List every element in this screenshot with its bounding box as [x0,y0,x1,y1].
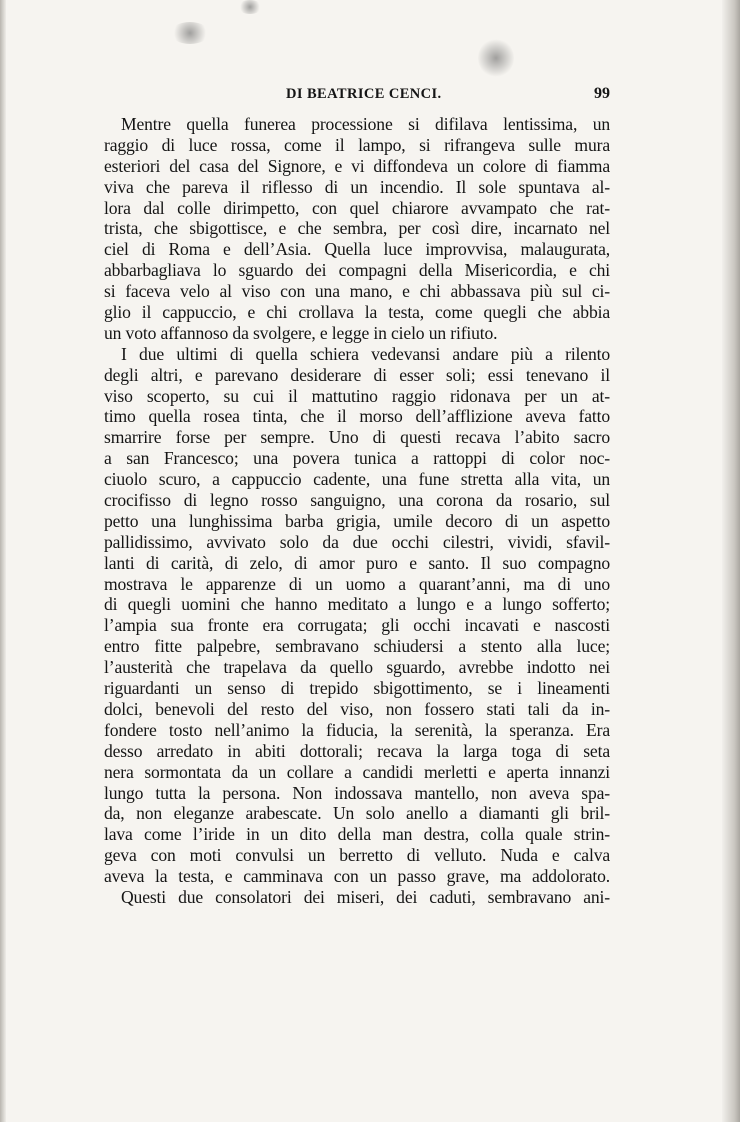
ink-smudge [238,0,262,14]
text-line: geva con moti convulsi un berretto di velluto. Nuda e calva [104,845,610,866]
text-line: fondere tosto nell’animo la fiducia, la serenità, la speranza. Era [104,719,610,740]
text-line: pallidissimo, avvivato solo da due occhi cilestri, vividi, sfavil- [104,531,610,552]
running-title: DI BEATRICE CENCI. [286,86,442,102]
text-line: desso arredato in abiti dottorali; recava la larga toga di seta [104,740,610,761]
text-line: glio il cappuccio, e chi crollava la testa, come quegli che abbia [104,302,610,323]
text-line: timo quella rosea tinta, che il morso dell’afflizione aveva fatto [104,406,610,427]
text-line: abbarbagliava lo sguardo dei compagni della Misericordia, e chi [104,260,610,281]
ink-smudge [170,22,210,44]
text-line: ciuolo scuro, a cappuccio cadente, una fune stretta alla vita, un [104,469,610,490]
text-line: smarrire forse per sempre. Uno di questi recava l’abito sacro [104,427,610,448]
page-header [110,86,610,110]
text-line: riguardanti un senso di trepido sbigottimento, se i lineamenti [104,678,610,699]
text-line: degli altri, e parevano desiderare di esser soli; essi tenevano il [104,364,610,385]
text-line: nera sormontata da un collare a candidi merletti e aperta innanzi [104,761,610,782]
text-line: aveva la testa, e camminava con un passo grave, ma addolorato. [104,866,610,887]
text-line: entro fitte palpebre, sembravano schiudersi a stento alla luce; [104,636,610,657]
ink-smudge [478,38,514,78]
text-line: trista, che sbigottisce, e che sembra, per così dire, incarnato nel [104,218,610,239]
text-line: ciel di Roma e dell’Asia. Quella luce improvvisa, malaugurata, [104,239,610,260]
text-line: viva che pareva il riflesso di un incendio. Il sole spuntava al- [104,176,610,197]
text-line: crocifisso di legno rosso sanguigno, una corona da rosario, sul [104,490,610,511]
text-line: un voto affannoso da svolgere, e legge in cielo un rifiuto. [104,322,498,343]
text-line: l’austerità che trapelava da quello sguardo, avrebbe indotto nei [104,657,610,678]
text-line: viso scoperto, su cui il mattutino raggio ridonava per un at- [104,385,610,406]
text-line: esteriori del casa del Signore, e vi diffondeva un colore di fiamma [104,155,610,176]
text-line: si faceva velo al viso con una mano, e chi abbassava più sul ci- [104,281,610,302]
text-line: l’ampia sua fronte era corrugata; gli occhi incavati e nascosti [104,615,610,636]
text-line: Questi due consolatori dei miseri, dei caduti, sembravano ani- [121,886,610,907]
text-line: raggio di luce rossa, come il lampo, si rifrangeva sulle mura [104,134,610,155]
text-line: lungo tutta la persona. Non indossava mantello, non aveva spa- [104,782,610,803]
page-left-edge [0,0,6,1122]
text-line: da, non eleganze arabescate. Un solo anello a diamanti gli bril- [104,803,610,824]
text-line: I due ultimi di quella schiera vedevansi andare più a rilento [121,343,610,364]
text-line: a san Francesco; una povera tunica a rattoppi di color noc- [104,448,610,469]
text-line: petto una lunghissima barba grigia, umile decoro di un aspetto [104,510,610,531]
body-text [104,114,610,908]
page-right-edge [722,0,740,1122]
text-line: lava come l’iride in un dito della man destra, colla quale strin- [104,824,610,845]
text-line: lanti di carità, di zelo, di amor puro e santo. Il suo compagno [104,552,610,573]
text-line: lora dal colle dirimpetto, con quel chiarore avvampato che rat- [104,197,610,218]
text-line: mostrava le apparenze di un uomo a quarant’anni, ma di uno [104,573,610,594]
page-number: 99 [594,85,610,102]
text-line: dolci, benevoli del resto del viso, non fossero stati tali da in- [104,698,610,719]
text-line: di quegli uomini che hanno meditato a lungo e a lungo sofferto; [104,594,610,615]
text-line: Mentre quella funerea processione si difilava lentissima, un [121,114,610,134]
